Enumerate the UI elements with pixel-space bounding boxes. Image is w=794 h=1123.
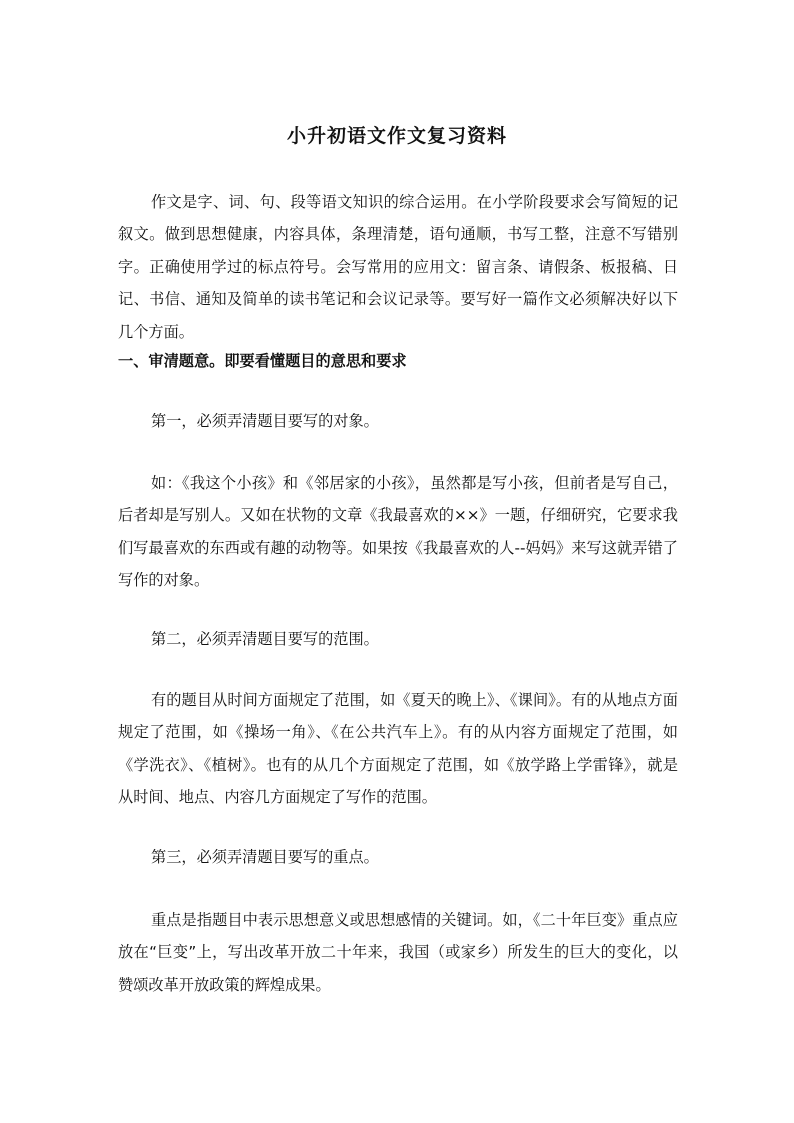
point-two-detail: 有的题目从时间方面规定了范围，如《夏天的晚上》、《课间》。有的从地点方面规定了范围，如《操场一角》、《在公共汽车上》。有的从内容方面规定了范围，如《学洗衣》、《植树》。也有的从几个方面规定了范围，如《放学路上学雷锋》，就是从时间、地点、内容几方面规定了写作的范围。 <box>118 691 678 807</box>
point-one-detail: 如：《我这个小孩》和《邻居家的小孩》，虽然都是写小孩，但前者是写自己，后者却是写别人。又如在状物的文章《我最喜欢的××》一题，仔细研究，它要求我们写最喜欢的东西或有趣的动物等。如果按《我最喜欢的人--妈妈》来写这就弄错了写作的对象。 <box>118 474 678 590</box>
point-two: 第二，必须弄清题目要写的范围。 <box>151 630 379 648</box>
point-three-detail: 重点是指题目中表示思想意义或思想感情的关键词。如，《二十年巨变》重点应放在“巨变”上，写出改革开放二十年来，我国（或家乡）所发生的巨大的变化，以赞颂改革开放政策的辉煌成果。 <box>118 911 678 994</box>
intro-paragraph: 作文是字、词、句、段等语文知识的综合运用。在小学阶段要求会写简短的记叙文。做到思想健康，内容具体，条理清楚，语句通顺，书写工整，注意不写错别字。正确使用学过的标点符号。会写常用的应用文：留言条、请假条、板报稿、日记、书信、通知及简单的读书笔记和会议记录等。要写好一篇作文必须解决好以下几个方面。 <box>118 193 678 341</box>
section-heading: 一、审清题意。即要看懂题目的意思和要求 <box>118 352 407 370</box>
document-title: 小升初语文作文复习资料 <box>286 125 507 147</box>
point-three: 第三，必须弄清题目要写的重点。 <box>151 848 379 866</box>
point-one: 第一，必须弄清题目要写的对象。 <box>151 412 379 430</box>
